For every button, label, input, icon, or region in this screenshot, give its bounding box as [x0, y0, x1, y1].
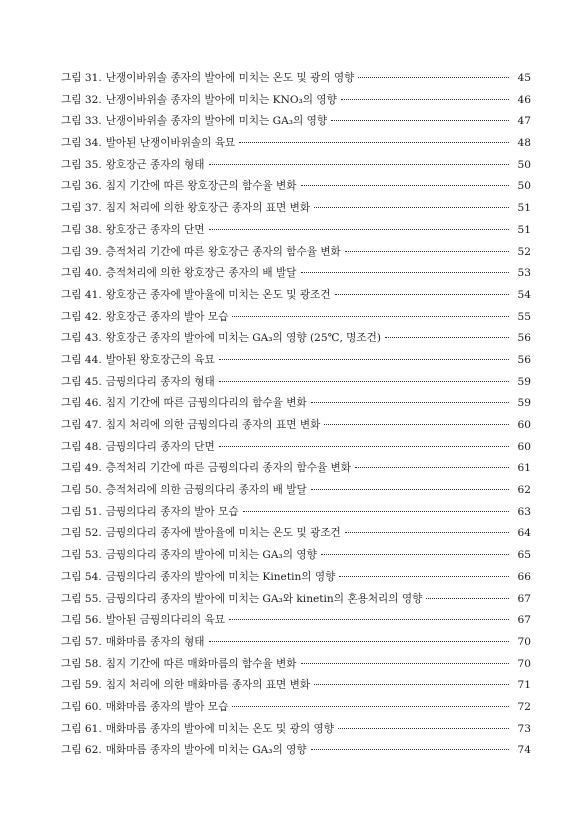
figure-label: 그림 31. [61, 72, 102, 84]
dot-leader [301, 272, 510, 273]
toc-entry [61, 545, 531, 567]
figure-title: 층적처리 기간에 따른 왕호장근 종자의 함수율 변화 [105, 245, 341, 258]
page-number: 55 [517, 310, 531, 323]
dot-leader [311, 402, 509, 403]
figure-title: 금꿩의다리 종자의 발아에 미치는 Kinetin의 영향 [105, 570, 336, 583]
figure-label: 그림 44. [61, 353, 102, 366]
figure-title: 침지 처리에 의한 금꿩의다리 종자의 표면 변화 [105, 419, 321, 431]
figure-label: 그림 34. [61, 137, 102, 150]
page-number: 73 [517, 722, 531, 735]
toc-entry [61, 307, 531, 329]
page-number: 65 [517, 549, 531, 562]
figure-label: 그림 32. [61, 93, 102, 106]
figure-title: 침지 기간에 따른 매화마름의 함수율 변화 [105, 657, 297, 670]
page-number: 54 [517, 288, 531, 301]
page-number: 59 [517, 397, 531, 410]
figure-label: 그림 61. [61, 722, 102, 735]
page-number: 46 [517, 93, 531, 106]
toc-entry [61, 285, 531, 307]
figure-title: 발아된 왕호장근의 육묘 [105, 353, 215, 366]
dot-leader [314, 207, 509, 208]
figure-title: 난쟁이바위솔 종자의 발아에 미치는 GA₃의 영향 [105, 115, 328, 128]
figure-label: 그림 55. [61, 592, 102, 605]
figure-title: 층적처리에 의한 왕호장근 종자의 배 발달 [105, 267, 297, 280]
figure-title: 난쟁이바위솔 종자의 발아에 미치는 온도 및 광의 영향 [105, 72, 355, 84]
figure-title: 침지 기간에 따른 왕호장근의 함수율 변화 [105, 180, 297, 193]
dot-leader [232, 706, 509, 707]
dot-leader [335, 294, 509, 295]
toc-entry [61, 242, 531, 264]
figure-label: 그림 41. [61, 288, 102, 301]
dot-leader [229, 619, 509, 620]
page-number: 72 [517, 700, 531, 713]
dot-leader [314, 684, 509, 685]
figure-title: 침지 기간에 따른 금꿩의다리의 함수율 변화 [105, 397, 307, 410]
figure-title: 금꿩의다리 종자의 발아 모습 [105, 505, 239, 518]
page-number: 52 [517, 245, 531, 258]
page-number: 64 [517, 527, 531, 540]
page-number: 62 [517, 484, 531, 497]
page-number: 70 [517, 635, 531, 648]
page-number: 45 [517, 72, 531, 84]
dot-leader [385, 337, 509, 338]
figure-label: 그림 45. [61, 375, 102, 388]
dot-leader [311, 749, 509, 750]
dot-leader [219, 381, 509, 382]
dot-leader [426, 598, 509, 599]
figure-title: 왕호장근 종자의 단면 [105, 223, 205, 236]
figure-title: 금꿩의다리 종자의 발아에 미치는 GA₃의 영향 [105, 549, 317, 562]
page-number: 63 [517, 505, 531, 518]
figure-label: 그림 51. [61, 505, 102, 518]
page-number: 74 [517, 744, 531, 757]
figure-title: 왕호장근 종자의 형태 [105, 158, 205, 171]
toc-entry [61, 480, 531, 502]
figure-title: 왕호장근 종자에 발아율에 미치는 온도 및 광조건 [105, 288, 331, 301]
figure-label: 그림 59. [61, 679, 102, 692]
toc-entry [61, 176, 531, 198]
figure-label: 그림 47. [61, 419, 102, 431]
toc-entry [61, 675, 531, 697]
figure-label: 그림 39. [61, 245, 102, 258]
figure-label: 그림 50. [61, 484, 102, 497]
dot-leader [243, 511, 509, 512]
toc-entry [61, 415, 531, 437]
figure-title: 침지 처리에 의한 매화마름 종자의 표면 변화 [105, 679, 311, 692]
dot-leader [301, 185, 510, 186]
figure-label: 그림 37. [61, 202, 102, 215]
list-of-figures [61, 68, 531, 762]
figure-label: 그림 35. [61, 158, 102, 171]
toc-entry [61, 437, 531, 459]
dot-leader [358, 77, 509, 78]
toc-entry [61, 697, 531, 719]
figure-title: 발아된 금꿩의다리의 육묘 [105, 614, 225, 627]
page-number: 56 [517, 353, 531, 366]
dot-leader [232, 316, 509, 317]
page-number: 67 [517, 592, 531, 605]
figure-title: 금꿩의다리 종자의 단면 [105, 440, 215, 453]
toc-entry [61, 740, 531, 762]
page-number: 56 [517, 332, 531, 345]
dot-leader [339, 576, 509, 577]
toc-entry [61, 589, 531, 611]
page-number: 47 [517, 115, 531, 128]
dot-leader [355, 467, 509, 468]
figure-title: 침지 처리에 의한 왕호장근 종자의 표면 변화 [105, 202, 311, 215]
figure-title: 매화마름 종자의 발아에 미치는 온도 및 광의 영향 [105, 722, 334, 735]
dot-leader [345, 251, 509, 252]
figure-title: 매화마름 종자의 발아에 미치는 GA₃의 영향 [105, 744, 307, 757]
figure-label: 그림 62. [61, 744, 102, 757]
toc-entry [61, 111, 531, 133]
page-number: 50 [517, 180, 531, 193]
figure-title: 금꿩의다리 종자의 발아에 미치는 GA₃와 kinetin의 혼용처리의 영향 [105, 592, 423, 605]
page-number: 59 [517, 375, 531, 388]
figure-label: 그림 49. [61, 462, 102, 475]
figure-label: 그림 54. [61, 570, 102, 583]
dot-leader [301, 663, 510, 664]
dot-leader [338, 728, 509, 729]
page-number: 66 [517, 570, 531, 583]
figure-label: 그림 60. [61, 700, 102, 713]
dot-leader [219, 446, 509, 447]
toc-entry [61, 654, 531, 676]
page-number: 53 [517, 267, 531, 280]
figure-title: 층적처리 기간에 따른 금꿩의다리 종자의 함수율 변화 [105, 462, 352, 475]
toc-entry [61, 263, 531, 285]
page-number: 61 [517, 462, 531, 475]
dot-leader [209, 164, 509, 165]
figure-label: 그림 40. [61, 267, 102, 280]
figure-title: 금꿩의다리 종자의 형태 [105, 375, 215, 388]
dot-leader [219, 359, 509, 360]
figure-label: 그림 53. [61, 549, 102, 562]
page-number: 60 [517, 419, 531, 431]
figure-title: 층적처리에 의한 금꿩의다리 종자의 배 발달 [105, 484, 307, 497]
dot-leader [331, 120, 509, 121]
toc-entry [61, 155, 531, 177]
page-number: 51 [517, 223, 531, 236]
toc-entry [61, 632, 531, 654]
toc-entry [61, 328, 531, 350]
page-number: 71 [517, 679, 531, 692]
figure-title: 매화마름 종자의 발아 모습 [105, 700, 229, 713]
toc-entry [61, 220, 531, 242]
figure-label: 그림 48. [61, 440, 102, 453]
dot-leader [209, 641, 509, 642]
page-number: 51 [517, 202, 531, 215]
dot-leader [341, 99, 509, 100]
page-number: 50 [517, 158, 531, 171]
dot-leader [209, 229, 509, 230]
figure-label: 그림 36. [61, 180, 102, 193]
dot-leader [324, 424, 509, 425]
figure-label: 그림 42. [61, 310, 102, 323]
figure-title: 발아된 난쟁이바위솔의 육묘 [105, 137, 236, 150]
figure-label: 그림 56. [61, 614, 102, 627]
page-number: 60 [517, 440, 531, 453]
page-number: 67 [517, 614, 531, 627]
toc-entry [61, 393, 531, 415]
page-number: 48 [517, 137, 531, 150]
toc-entry [61, 719, 531, 741]
dot-leader [311, 489, 509, 490]
dot-leader [321, 554, 509, 555]
figure-label: 그림 38. [61, 223, 102, 236]
figure-label: 그림 33. [61, 115, 102, 128]
figure-label: 그림 46. [61, 397, 102, 410]
toc-entry [61, 372, 531, 394]
toc-entry [61, 523, 531, 545]
figure-title: 왕호장근 종자의 발아 모습 [105, 310, 229, 323]
toc-entry [61, 567, 531, 589]
toc-entry [61, 133, 531, 155]
figure-label: 그림 43. [61, 332, 102, 345]
figure-title: 금꿩의다리 종자에 발아율에 미치는 온도 및 광조건 [105, 527, 341, 540]
toc-entry [61, 350, 531, 372]
figure-label: 그림 52. [61, 527, 102, 540]
figure-label: 그림 58. [61, 657, 102, 670]
toc-entry [61, 90, 531, 112]
toc-entry [61, 198, 531, 220]
figure-title: 난쟁이바위솔 종자의 발아에 미치는 KNO₃의 영향 [105, 93, 337, 106]
figure-title: 왕호장근 종자의 발아에 미치는 GA₃의 영향 (25℃, 명조건) [105, 332, 382, 345]
dot-leader [345, 532, 509, 533]
page-number: 70 [517, 657, 531, 670]
dot-leader [239, 142, 509, 143]
figure-title: 매화마름 종자의 형태 [105, 635, 205, 648]
toc-entry [61, 458, 531, 480]
toc-entry [61, 610, 531, 632]
figure-label: 그림 57. [61, 635, 102, 648]
toc-entry [61, 68, 531, 90]
toc-entry [61, 502, 531, 524]
